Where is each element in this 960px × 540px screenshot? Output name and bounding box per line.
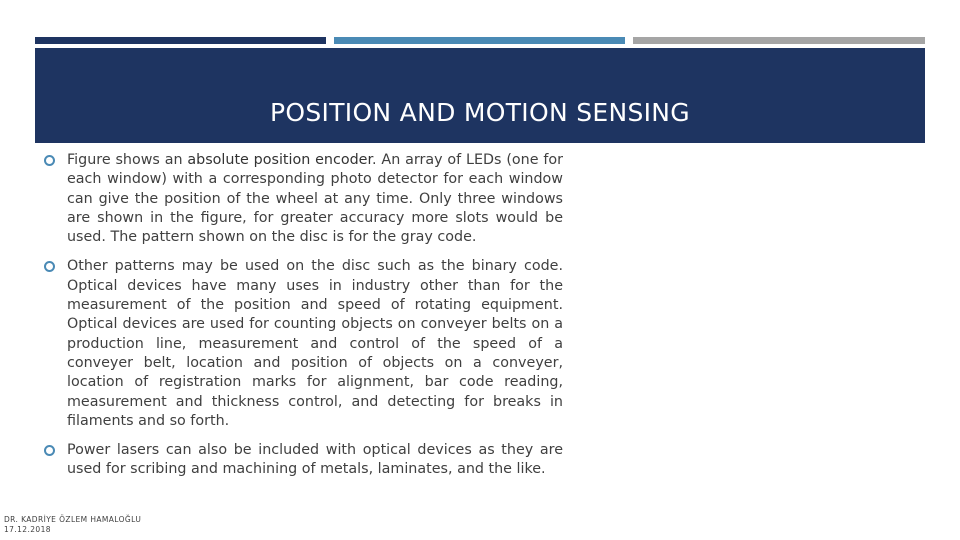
bullet-emphasis: absolute position encoder <box>187 152 373 168</box>
bullet-text: Figure shows an absolute position encoder. An array of LEDs (one for each window) with a corresponding photo detector for each window can give the position of the wheel at any time. Only three windows are shown in the figure, for greater accuracy more slots would be used. The pattern shown on the disc is for the gray code. <box>67 152 563 246</box>
accent-bar-blue <box>334 37 625 44</box>
slide-title: POSITION AND MOTION SENSING <box>270 98 690 127</box>
bullet-text: Power lasers can also be included with optical devices as they are used for scribing and machining of metals, laminates, and the like. <box>67 442 563 478</box>
footer <box>4 515 141 535</box>
bullet-item <box>43 257 563 431</box>
circle-bullet-icon <box>44 261 55 272</box>
footer-author: DR. KADRİYE ÖZLEM HAMALOĞLU <box>4 515 142 524</box>
bullet-item <box>43 441 563 480</box>
accent-bar-navy <box>35 37 326 44</box>
circle-bullet-icon <box>44 155 55 166</box>
bullet-item <box>43 151 563 247</box>
circle-bullet-icon <box>44 445 55 456</box>
bullet-text: Other patterns may be used on the disc such as the binary code. Optical devices have many uses in industry other than for the measurement of the position and speed of rotating equipment. Optical devices are used for counting objects on conveyer belts on a production line, measurement and control of the speed of a conveyer belt, location and position of objects on a conveyer, location of registration marks for alignment, bar code reading, measurement and thickness control, and detecting for breaks in filaments and so forth. <box>67 258 563 429</box>
footer-date: 17.12.2018 <box>4 525 51 534</box>
bullet-list <box>43 151 563 490</box>
accent-bar-gray <box>633 37 925 44</box>
title-band <box>35 48 925 143</box>
